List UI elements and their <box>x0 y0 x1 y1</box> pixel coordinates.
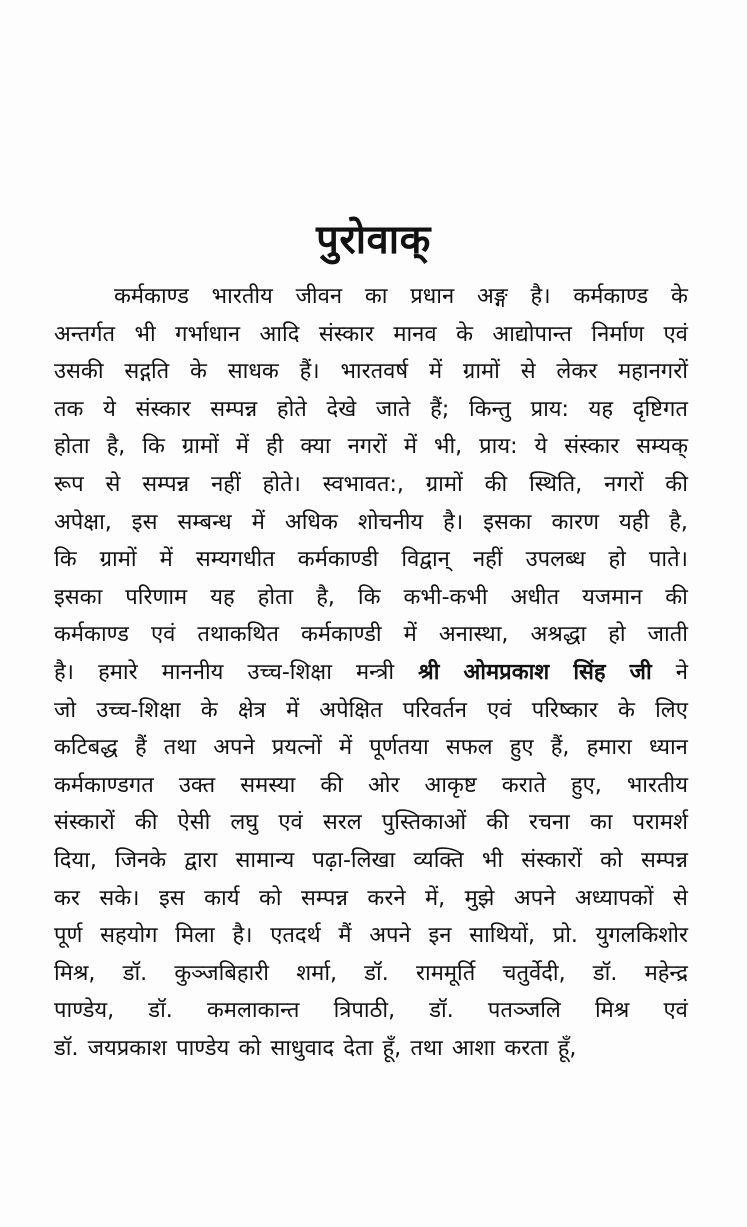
word: सम्यक् <box>636 434 688 460</box>
word: कर्मकाण्डी <box>297 547 379 573</box>
word: इसका <box>54 584 103 610</box>
word: नगरों <box>604 471 644 497</box>
word: अपने <box>369 923 411 949</box>
word: गर्भाधान <box>175 321 241 347</box>
word: विद्वान् <box>401 547 450 573</box>
word: डॉ. <box>122 960 148 986</box>
word: से <box>105 471 121 497</box>
word: सम्पन्न <box>640 847 688 873</box>
text-line <box>54 692 688 730</box>
word: ओर <box>367 772 400 798</box>
word: में <box>251 509 265 535</box>
preface-paragraph <box>54 278 688 1067</box>
word: माननीय <box>161 659 224 685</box>
word: को <box>238 1035 262 1061</box>
word: अपने <box>213 735 255 761</box>
word: ग्रामों <box>99 547 137 573</box>
word: के <box>200 697 218 723</box>
word: के <box>190 359 207 385</box>
word: संस्कार <box>135 396 191 422</box>
word: तथा <box>410 1035 443 1061</box>
word: साधुवाद <box>270 1035 335 1061</box>
word: के <box>618 697 635 723</box>
word: हैं, <box>550 735 570 761</box>
word: परामर्श <box>632 810 688 836</box>
word: ही <box>265 434 284 460</box>
word: एवं <box>150 622 176 648</box>
word: डॉ. <box>429 998 454 1024</box>
word: सम्पन्न <box>301 885 348 911</box>
word: जाते <box>375 396 411 422</box>
word: उच्च-शिक्षा <box>247 659 332 685</box>
word: की <box>665 584 688 610</box>
word: उच्च-शिक्षा <box>96 697 181 723</box>
word: अन्तर्गत <box>54 321 116 347</box>
word: क्षेत्र <box>237 697 266 723</box>
word: सम्बन्ध <box>177 509 232 535</box>
word: लघु <box>230 810 259 836</box>
word: सम्यगधीत <box>195 547 275 573</box>
word: होते। <box>262 471 301 497</box>
word: आशा <box>451 1035 496 1061</box>
word: पाण्डेय <box>176 1035 230 1061</box>
word: हुए <box>509 735 534 761</box>
word: युगलकिशोर <box>595 923 688 949</box>
word: देखे <box>326 396 357 422</box>
text-line <box>54 842 688 880</box>
word: निर्माण <box>591 321 645 347</box>
word: अनास्था, <box>438 622 509 648</box>
word: प्राय: <box>479 434 518 460</box>
word: डॉ. <box>148 998 173 1024</box>
word: आदि <box>259 321 300 347</box>
word: में <box>235 434 249 460</box>
text-line <box>54 917 688 955</box>
text-line <box>54 391 688 429</box>
word: कराते <box>501 772 546 798</box>
word: के <box>670 284 688 309</box>
word: स्थिति, <box>529 471 583 497</box>
word: कि <box>54 547 77 573</box>
word: मिश्र <box>594 998 630 1024</box>
word: भारतीय <box>211 284 273 309</box>
word: है। <box>530 284 551 309</box>
word: ऐसी <box>177 810 211 836</box>
word: कर्मकाण्ड <box>114 284 189 309</box>
word: मिश्र, <box>54 960 96 986</box>
word: लेकर <box>556 359 598 385</box>
word: ये <box>534 434 548 460</box>
word: परिणाम <box>125 584 188 610</box>
word: प्रधान <box>410 284 455 309</box>
word: कर <box>54 885 80 911</box>
text-line <box>54 767 688 805</box>
word: ग्रामों <box>425 471 463 497</box>
word: सामान्य <box>235 847 295 873</box>
word: सफल <box>445 735 493 761</box>
text-line <box>54 992 688 1030</box>
word: साथियों, <box>469 923 535 949</box>
word: पूर्ण <box>54 923 83 949</box>
word: प्राय: <box>530 396 569 422</box>
word: एवं <box>278 810 303 836</box>
text-line <box>54 729 688 767</box>
word: में <box>338 735 353 761</box>
word: भी, <box>433 434 463 460</box>
word: कारण <box>551 509 600 535</box>
word: हमारा <box>586 735 632 761</box>
word: त्रिपाठी, <box>333 998 396 1024</box>
word: आकृष्ट <box>424 772 477 798</box>
word: यही <box>619 509 650 535</box>
word: कि <box>357 584 381 610</box>
word: एतदर्थ <box>270 923 321 949</box>
word: नहीं <box>211 471 241 497</box>
word: कर्मकाण्डगत <box>54 772 154 798</box>
word: का <box>589 810 613 836</box>
bold-word: श्री <box>418 659 440 685</box>
word: से <box>520 359 536 385</box>
word: को <box>258 885 282 911</box>
word: हमारे <box>98 659 138 685</box>
word: डॉ. <box>54 1035 79 1061</box>
bold-word: जी <box>629 659 652 685</box>
word: में <box>159 547 173 573</box>
word: कि <box>142 434 165 460</box>
word: शोचनीय <box>357 509 424 535</box>
bold-word: ओमप्रकाश <box>463 659 550 685</box>
word: कर्मकाण्ड <box>54 622 129 648</box>
word: अधिक <box>284 509 338 535</box>
word: जिनके <box>115 847 167 873</box>
word: है, <box>316 584 335 610</box>
word: डॉ. <box>364 960 389 986</box>
word: मुझे <box>464 885 495 911</box>
word: है, <box>669 509 688 535</box>
word: तक <box>54 396 84 422</box>
word: में <box>285 697 300 723</box>
word: अध्यापकों <box>574 885 654 911</box>
word: हो <box>608 622 626 648</box>
word: है, <box>106 434 126 460</box>
word: अपेक्षा, <box>54 509 112 535</box>
word: सरल <box>322 810 362 836</box>
word: इन <box>428 923 452 949</box>
word: है। <box>54 659 75 685</box>
word: संस्कार <box>564 434 620 460</box>
word: पतञ्जलि <box>487 998 561 1024</box>
word: भारतवर्ष <box>340 359 409 385</box>
word: क्या <box>300 434 331 460</box>
word: शर्मा, <box>296 960 338 986</box>
word: यह <box>588 396 614 422</box>
word: यह <box>210 584 235 610</box>
word: नगरों <box>347 434 387 460</box>
word: ये <box>103 396 116 422</box>
word: तथा <box>163 735 197 761</box>
text-line <box>54 316 688 354</box>
word: इस <box>158 885 185 911</box>
word: परिवर्तन <box>402 697 467 723</box>
word: पढ़ा-लिखा <box>312 847 396 873</box>
word: है। <box>443 509 464 535</box>
word: की <box>486 810 509 836</box>
text-line <box>54 955 688 993</box>
word: देता <box>343 1035 374 1061</box>
word: सके। <box>99 885 140 911</box>
text-line <box>54 541 688 579</box>
text-line <box>54 353 688 391</box>
word: ध्यान <box>648 735 688 761</box>
word: होते <box>276 396 307 422</box>
word: लिए <box>655 697 688 723</box>
text-line <box>54 428 688 466</box>
page-title: पुरोवाक् <box>316 217 431 263</box>
word: होता <box>257 584 294 610</box>
word: परिष्कार <box>531 697 598 723</box>
word: संस्कार <box>318 321 374 347</box>
word: भारतीय <box>626 772 688 798</box>
word: मन्त्री <box>355 659 395 685</box>
word: को <box>600 847 623 873</box>
word: कटिबद्ध <box>54 735 118 761</box>
word: की <box>320 772 343 798</box>
word: पाण्डेय, <box>54 998 115 1024</box>
word: हैं <box>134 735 147 761</box>
word: दृष्टिगत <box>632 396 688 422</box>
text-line <box>54 466 688 504</box>
word: कुञ्जबिहारी <box>174 960 269 986</box>
word: अपने <box>513 885 556 911</box>
word: कभी-कभी <box>403 584 488 610</box>
word: प्रो. <box>552 923 578 949</box>
word: व्यक्ति <box>413 847 464 873</box>
word: पाते। <box>648 547 688 573</box>
word: अधीत <box>510 584 560 610</box>
word: मानव <box>393 321 437 347</box>
word: में <box>403 622 417 648</box>
word: यजमान <box>582 584 643 610</box>
word: मिला <box>175 923 215 949</box>
word: उसकी <box>54 359 104 385</box>
text-line <box>54 278 688 316</box>
word: जाती <box>647 622 688 648</box>
word: द्वारा <box>184 847 218 873</box>
word: एवं <box>663 321 688 347</box>
text-line <box>54 804 688 842</box>
word: सहयोग <box>100 923 158 949</box>
word: समस्या <box>240 772 296 798</box>
word: महेन्द्र <box>644 960 688 986</box>
word: एवं <box>487 697 512 723</box>
text-line <box>54 1030 688 1068</box>
word: स्वभावत:, <box>322 471 404 497</box>
text-line <box>54 579 688 617</box>
word: कर्मकाण्डी <box>300 622 382 648</box>
word: हो <box>608 547 626 573</box>
word: तथाकथित <box>197 622 279 648</box>
word: में <box>403 434 417 460</box>
word: संस्कारों <box>54 810 115 836</box>
text-line <box>54 504 688 542</box>
word: में, <box>425 885 446 911</box>
word: जयप्रकाश <box>87 1035 167 1061</box>
word: राममूर्ति <box>416 960 476 986</box>
word: डॉ. <box>592 960 618 986</box>
word: की <box>134 810 158 836</box>
word: जीवन <box>295 284 343 309</box>
word: रचना <box>528 810 570 836</box>
word: हूँ, <box>557 1035 577 1061</box>
word: जो <box>54 697 77 723</box>
word: हैं; <box>430 396 450 422</box>
word: चतुर्वेदी, <box>502 960 566 986</box>
text-line <box>54 616 688 654</box>
word: प्रयत्नों <box>271 735 322 761</box>
word: साधक <box>227 359 279 385</box>
word: इसका <box>483 509 532 535</box>
word: इस <box>131 509 158 535</box>
word: का <box>364 284 388 309</box>
word: ग्रामों <box>462 359 500 385</box>
word: हूँ, <box>382 1035 402 1061</box>
word: करने <box>367 885 406 911</box>
word: आद्योपान्त <box>492 321 572 347</box>
word: ग्रामों <box>181 434 219 460</box>
word: करता <box>504 1035 549 1061</box>
word: सम्पन्न <box>142 471 190 497</box>
word: अश्रद्धा <box>530 622 587 648</box>
text-line <box>54 654 688 692</box>
word: दिया, <box>54 847 97 873</box>
word: रूप <box>54 471 84 497</box>
word: होता <box>54 434 90 460</box>
word: सम्पन्न <box>210 396 258 422</box>
word: अङ्ग <box>477 284 508 309</box>
word: अपेक्षित <box>319 697 383 723</box>
word: कर्मकाण्ड <box>573 284 649 309</box>
word: में <box>428 359 443 385</box>
word: संस्कारों <box>521 847 582 873</box>
word: कार्य <box>204 885 240 911</box>
word: पुस्तिकाओं <box>381 810 467 836</box>
word: के <box>456 321 473 347</box>
word: सद्गति <box>124 359 170 385</box>
word: उक्त <box>178 772 216 798</box>
word: मैं <box>338 923 352 949</box>
word: से <box>672 885 688 911</box>
word: एवं <box>663 998 688 1024</box>
word: ने <box>675 659 688 685</box>
word: की <box>484 471 508 497</box>
word: उपलब्ध <box>525 547 586 573</box>
word: किन्तु <box>468 396 511 422</box>
word: भी <box>481 847 504 873</box>
word: महानगरों <box>618 359 688 385</box>
word: भी <box>134 321 156 347</box>
word: हैं। <box>299 359 320 385</box>
word: नहीं <box>472 547 503 573</box>
word: है। <box>232 923 253 949</box>
word: की <box>665 471 688 497</box>
word: हुए, <box>570 772 602 798</box>
word: पूर्णतया <box>369 735 429 761</box>
bold-word: सिंह <box>573 659 606 685</box>
text-line <box>54 880 688 918</box>
word: कमलाकान्त <box>206 998 300 1024</box>
